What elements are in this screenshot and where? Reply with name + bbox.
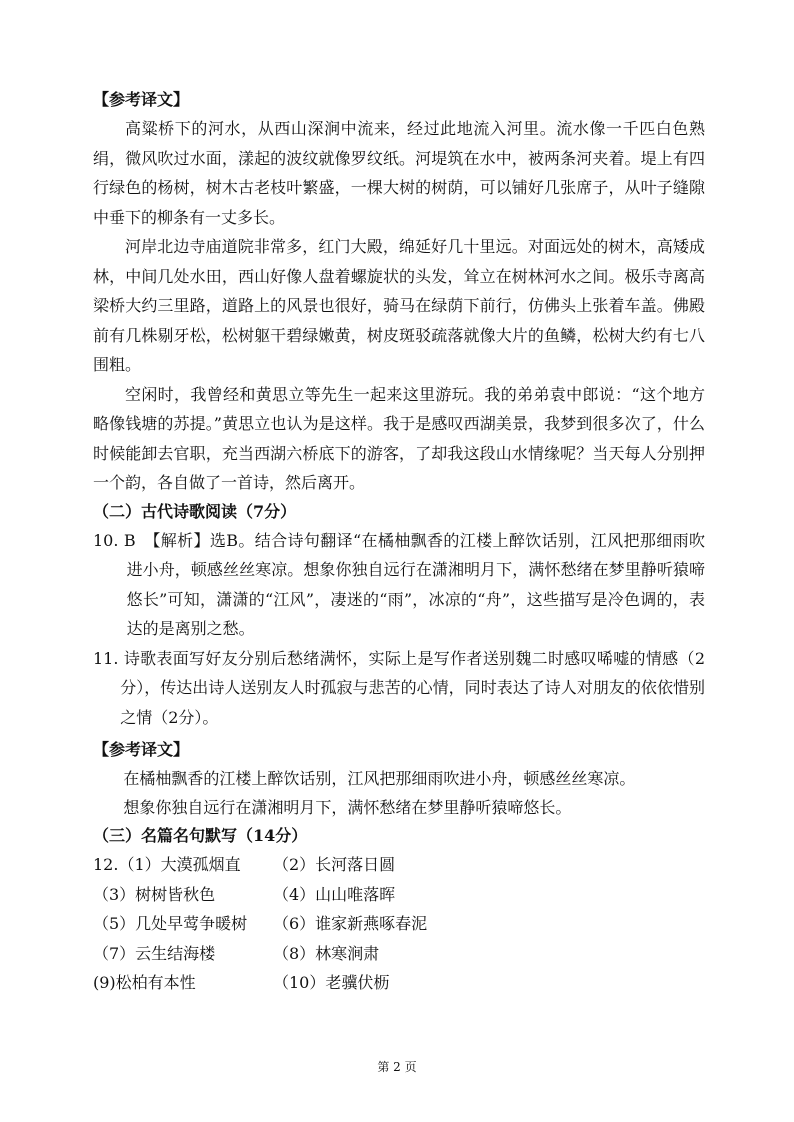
answer-item: （7）云生结海楼: [93, 943, 216, 963]
answer-item: (9)松柏有本性: [93, 973, 196, 992]
translation-paragraph-1: 高粱桥下的河水，从西山深涧中流来，经过此地流入河里。流水像一千匹白色熟绢，微风吹过水面，漾起的波纹就像罗纹纸。河堤筑在水中，被两条河夹着。堤上有四行绿色的杨树，树木古老枝叶繁盛，一棵大树的树荫，可以铺好几张席子，从叶子缝隙中垂下的柳条有一丈多长。: [93, 119, 705, 227]
answer-item: （10）老骥伏枥: [273, 973, 390, 992]
answer-item: （6）谁家新燕啄春泥: [273, 914, 428, 933]
question-10-answer: 10. B 【解析】选B。结合诗句翻译“在橘柚飘香的江楼上醉饮话别，江风把那细雨吹进小舟，顿感丝丝寒凉。想象你独自远行在潇湘明月下，满怀愁绪在梦里静听猿啼悠长”可知，潇潇的“江风”，凄迷的“雨”，冰凉的“舟”，这些描写是冷色调的，表达的是离别之愁。: [93, 530, 705, 638]
translation-paragraph-3: 空闲时，我曾经和黄思立等先生一起来这里游玩。我的弟弟袁中郎说：“这个地方略像钱塘的苏提。”黄思立也认为是这样。我于是感叹西湖美景，我梦到很多次了，什么时候能卸去官职，充当西湖六桥底下的游客，了却我这段山水情缘呢？当天每人分别押一个韵，各自做了一首诗，然后离开。: [93, 384, 705, 492]
answer-item: （4）山山唯落晖: [273, 884, 396, 904]
poem-translation-heading: 【参考译文】: [93, 740, 190, 759]
page-content: [93, 86, 705, 998]
answer-item: （3）树树皆秋色: [93, 884, 216, 904]
page-number-footer: 第 2 页: [377, 1060, 417, 1074]
poem-translation-line-1: 在橘柚飘香的江楼上醉饮话别，江风把那细雨吹进小舟，顿感丝丝寒凉。: [123, 769, 636, 788]
question-12-answers: [93, 850, 705, 998]
answer-item: 12.（1）大漠孤烟直: [93, 855, 241, 874]
translation-paragraph-2: 河岸北边寺庙道院非常多，红门大殿，绵延好几十里远。对面远处的树木，高矮成林，中间几处水田，西山好像人盘着螺旋状的头发，耸立在树林河水之间。极乐寺离高梁桥大约三里路，道路上的风景也很好，骑马在绿荫下前行，仿佛头上张着车盖。佛殿前有几株剔牙松，松树躯干碧绿嫩黄，树皮斑驳疏落就像大片的鱼鳞，松树大约有七八围粗。: [93, 237, 705, 374]
section-3-heading: （三）名篇名句默写（14分）: [93, 826, 308, 845]
translation-heading: 【参考译文】: [93, 90, 190, 109]
question-11-answer: 11. 诗歌表面写好友分别后愁绪满怀，实际上是写作者送别魏二时感叹唏嘘的情感（2分），传达出诗人送别友人时孤寂与悲苦的心情，同时表达了诗人对朋友的依依惜别之情（2分）。: [93, 648, 705, 727]
answer-item: （8）林寒涧肃: [273, 943, 380, 963]
answer-item: （5）几处早莺争暖树: [93, 914, 248, 933]
answer-item: （2）长河落日圆: [273, 855, 396, 874]
section-2-heading: （二）古代诗歌阅读（7分）: [93, 501, 297, 521]
poem-translation-line-2: 想象你独自远行在潇湘明月下，满怀愁绪在梦里静听猿啼悠长。: [123, 798, 572, 817]
